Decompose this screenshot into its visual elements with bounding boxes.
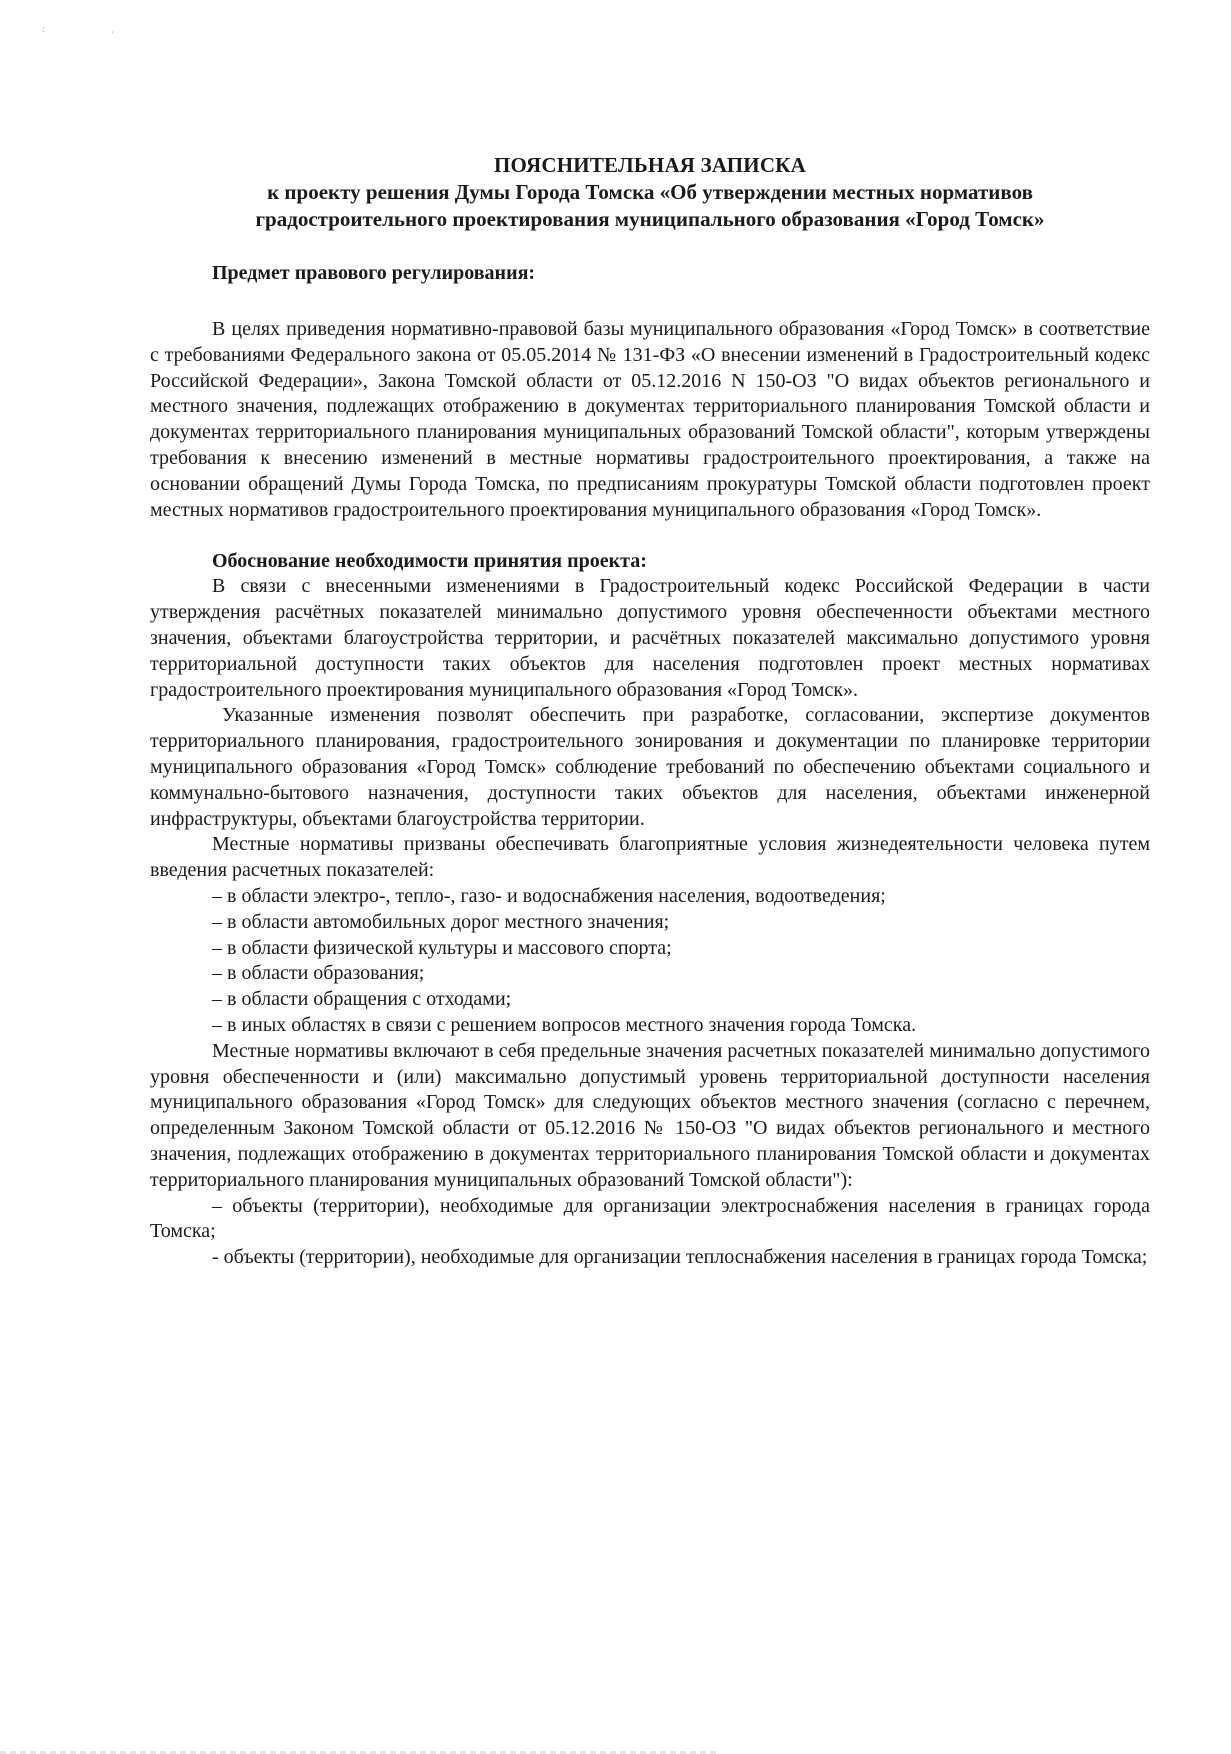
- section-heading: Предмет правового регулирования:: [212, 262, 536, 284]
- list-item: – в области обращения с отходами;: [212, 988, 512, 1011]
- document-title: ПОЯСНИТЕЛЬНАЯ ЗАПИСКА: [494, 153, 806, 177]
- paragraph: В связи с внесенными изменениями в Градостроительный кодекс Российской Федерации в части утверждения расчётных показателей минимально допустимого уровня обеспеченности объектами местного значения, объектами благоустройства территории, и расчётных показателей максимально допустимого уровня территориальной доступности таких объектов для населения подготовлен проект местных нормативах градостроительного проектирования муниципального образования «Город Томск».: [150, 575, 1150, 701]
- list-item: – в области автомобильных дорог местного значения;: [212, 910, 670, 933]
- document-subtitle-line-2: градостроительного проектирования муниципального образования «Город Томск»: [255, 207, 1045, 231]
- section-legal-subject: [150, 260, 1150, 523]
- list-item: – объекты (территории), необходимые для организации электроснабжения населения в границах города Томска;: [150, 1194, 1150, 1243]
- scan-artifact-mark: ': [112, 30, 114, 40]
- paragraph: Местные нормативы включают в себя предельные значения расчетных показателей минимально допустимого уровня обеспеченности и (или) максимально допустимый уровень территориальной доступности населения муниципального образования «Город Томск» для следующих объектов местного значения (согласно с перечнем, определенным Законом Томской области от 05.12.2016 № 150-ОЗ "О видах объектов регионального и местного значения, подлежащих отображению в документах территориального планирования Томской области и документах территориального планирования муниципальных образований Томской области"):: [150, 1039, 1150, 1191]
- list-item: – в области физической культуры и массового спорта;: [212, 936, 672, 959]
- scan-artifact-mark: :: [42, 24, 45, 34]
- document-subtitle-line-1: к проекту решения Думы Города Томска «Об утверждении местных нормативов: [267, 180, 1033, 204]
- paragraph: В целях приведения нормативно-правовой базы муниципального образования «Город Томск» в соответствие с требованиями Федерального закона от 05.05.2014 № 131-ФЗ «О внесении изменений в Градостроительный кодекс Российской Федерации», Закона Томской области от 05.12.2016 N 150-ОЗ "О видах объектов регионального и местного значения, подлежащих отображению в документах территориального планирования Томской области и документах территориального планирования муниципальных образований Томской области", которым утверждены требования к внесению изменений в местные нормативы градостроительного проектирования, а также на основании обращений Думы Города Томска, по предписаниям прокуратуры Томской области подготовлен проект местных нормативов градостроительного проектирования муниципального образования «Город Томск».: [150, 318, 1150, 521]
- indicator-areas-list: [150, 884, 1150, 1039]
- list-item: – в иных областях в связи с решением вопросов местного значения города Томска.: [212, 1013, 917, 1036]
- document-content: [150, 152, 1150, 1271]
- paragraph: Указанные изменения позволят обеспечить при разработке, согласовании, экспертизе документов территориального планирования, градостроительного зонирования и документации по планировке территории муниципального образования «Город Томск» соблюдение требований по обеспечению объектами социального и коммунально-бытового назначения, доступности таких объектов для населения, объектами инженерной инфраструктуры, объектами благоустройства территории.: [150, 704, 1150, 830]
- list-item: – в области образования;: [212, 962, 425, 985]
- list-item: – в области электро-, тепло-, газо- и водоснабжения населения, водоотведения;: [212, 884, 886, 907]
- list-item: - объекты (территории), необходимые для организации теплоснабжения населения в границах города Томска;: [212, 1246, 1148, 1269]
- section-justification: [150, 548, 1150, 1271]
- paragraph: Местные нормативы призваны обеспечивать благоприятные условия жизнедеятельности человека путем введения расчетных показателей:: [150, 833, 1150, 882]
- objects-list: [150, 1194, 1150, 1271]
- section-heading: Обоснование необходимости принятия проекта:: [212, 550, 647, 573]
